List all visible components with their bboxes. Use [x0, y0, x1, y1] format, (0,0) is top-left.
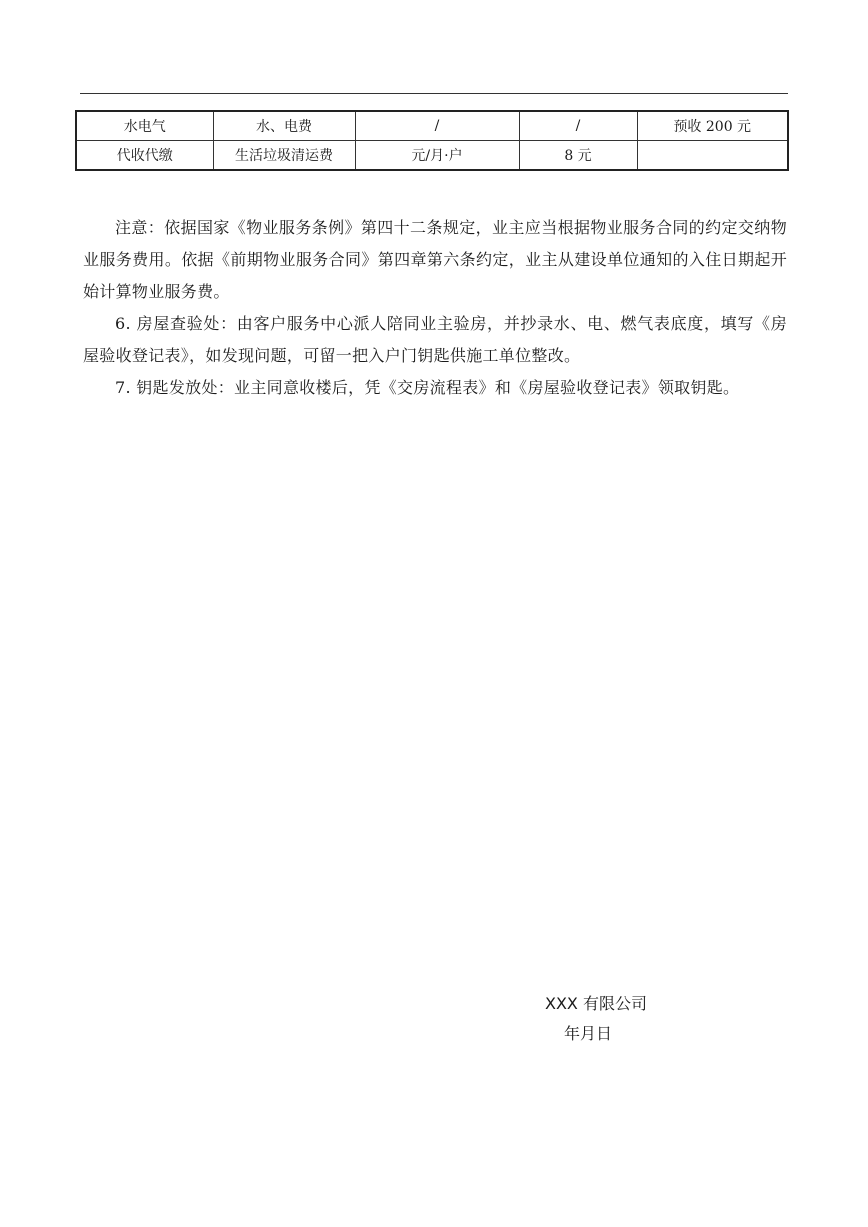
table-cell-standard: /: [519, 111, 637, 141]
item-7-paragraph: 7. 钥匙发放处：业主同意收楼后，凭《交房流程表》和《房屋验收登记表》领取钥匙。: [115, 378, 740, 397]
body-text: [83, 212, 787, 404]
table-cell-category: 水电气: [76, 111, 213, 141]
table-cell-note: [637, 141, 788, 171]
table-cell-item: 生活垃圾清运费: [213, 141, 355, 171]
company-name: XXX 有限公司: [545, 994, 647, 1013]
table-cell-note: 预收 200 元: [637, 111, 788, 141]
table-row: [76, 111, 788, 141]
item-6-paragraph: 6. 房屋查验处：由客户服务中心派人陪同业主验房，并抄录水、电、燃气表底度，填写《房屋验收登记表》，如发现问题，可留一把入户门钥匙供施工单位整改。: [83, 314, 787, 365]
table-cell-unit: 元/月·户: [355, 141, 519, 171]
signature-date: 年月日: [564, 1024, 613, 1043]
table-cell-standard: 8 元: [519, 141, 637, 171]
header-rule: [80, 93, 788, 94]
table-row: [76, 141, 788, 171]
fee-table: [75, 110, 789, 171]
table-cell-unit: /: [355, 111, 519, 141]
table-cell-item: 水、电费: [213, 111, 355, 141]
table-cell-category: 代收代缴: [76, 141, 213, 171]
note-paragraph: 注意：依据国家《物业服务条例》第四十二条规定，业主应当根据物业服务合同的约定交纳物业服务费用。依据《前期物业服务合同》第四章第六条约定，业主从建设单位通知的入住日期起开始计算物业服务费。: [83, 218, 787, 301]
